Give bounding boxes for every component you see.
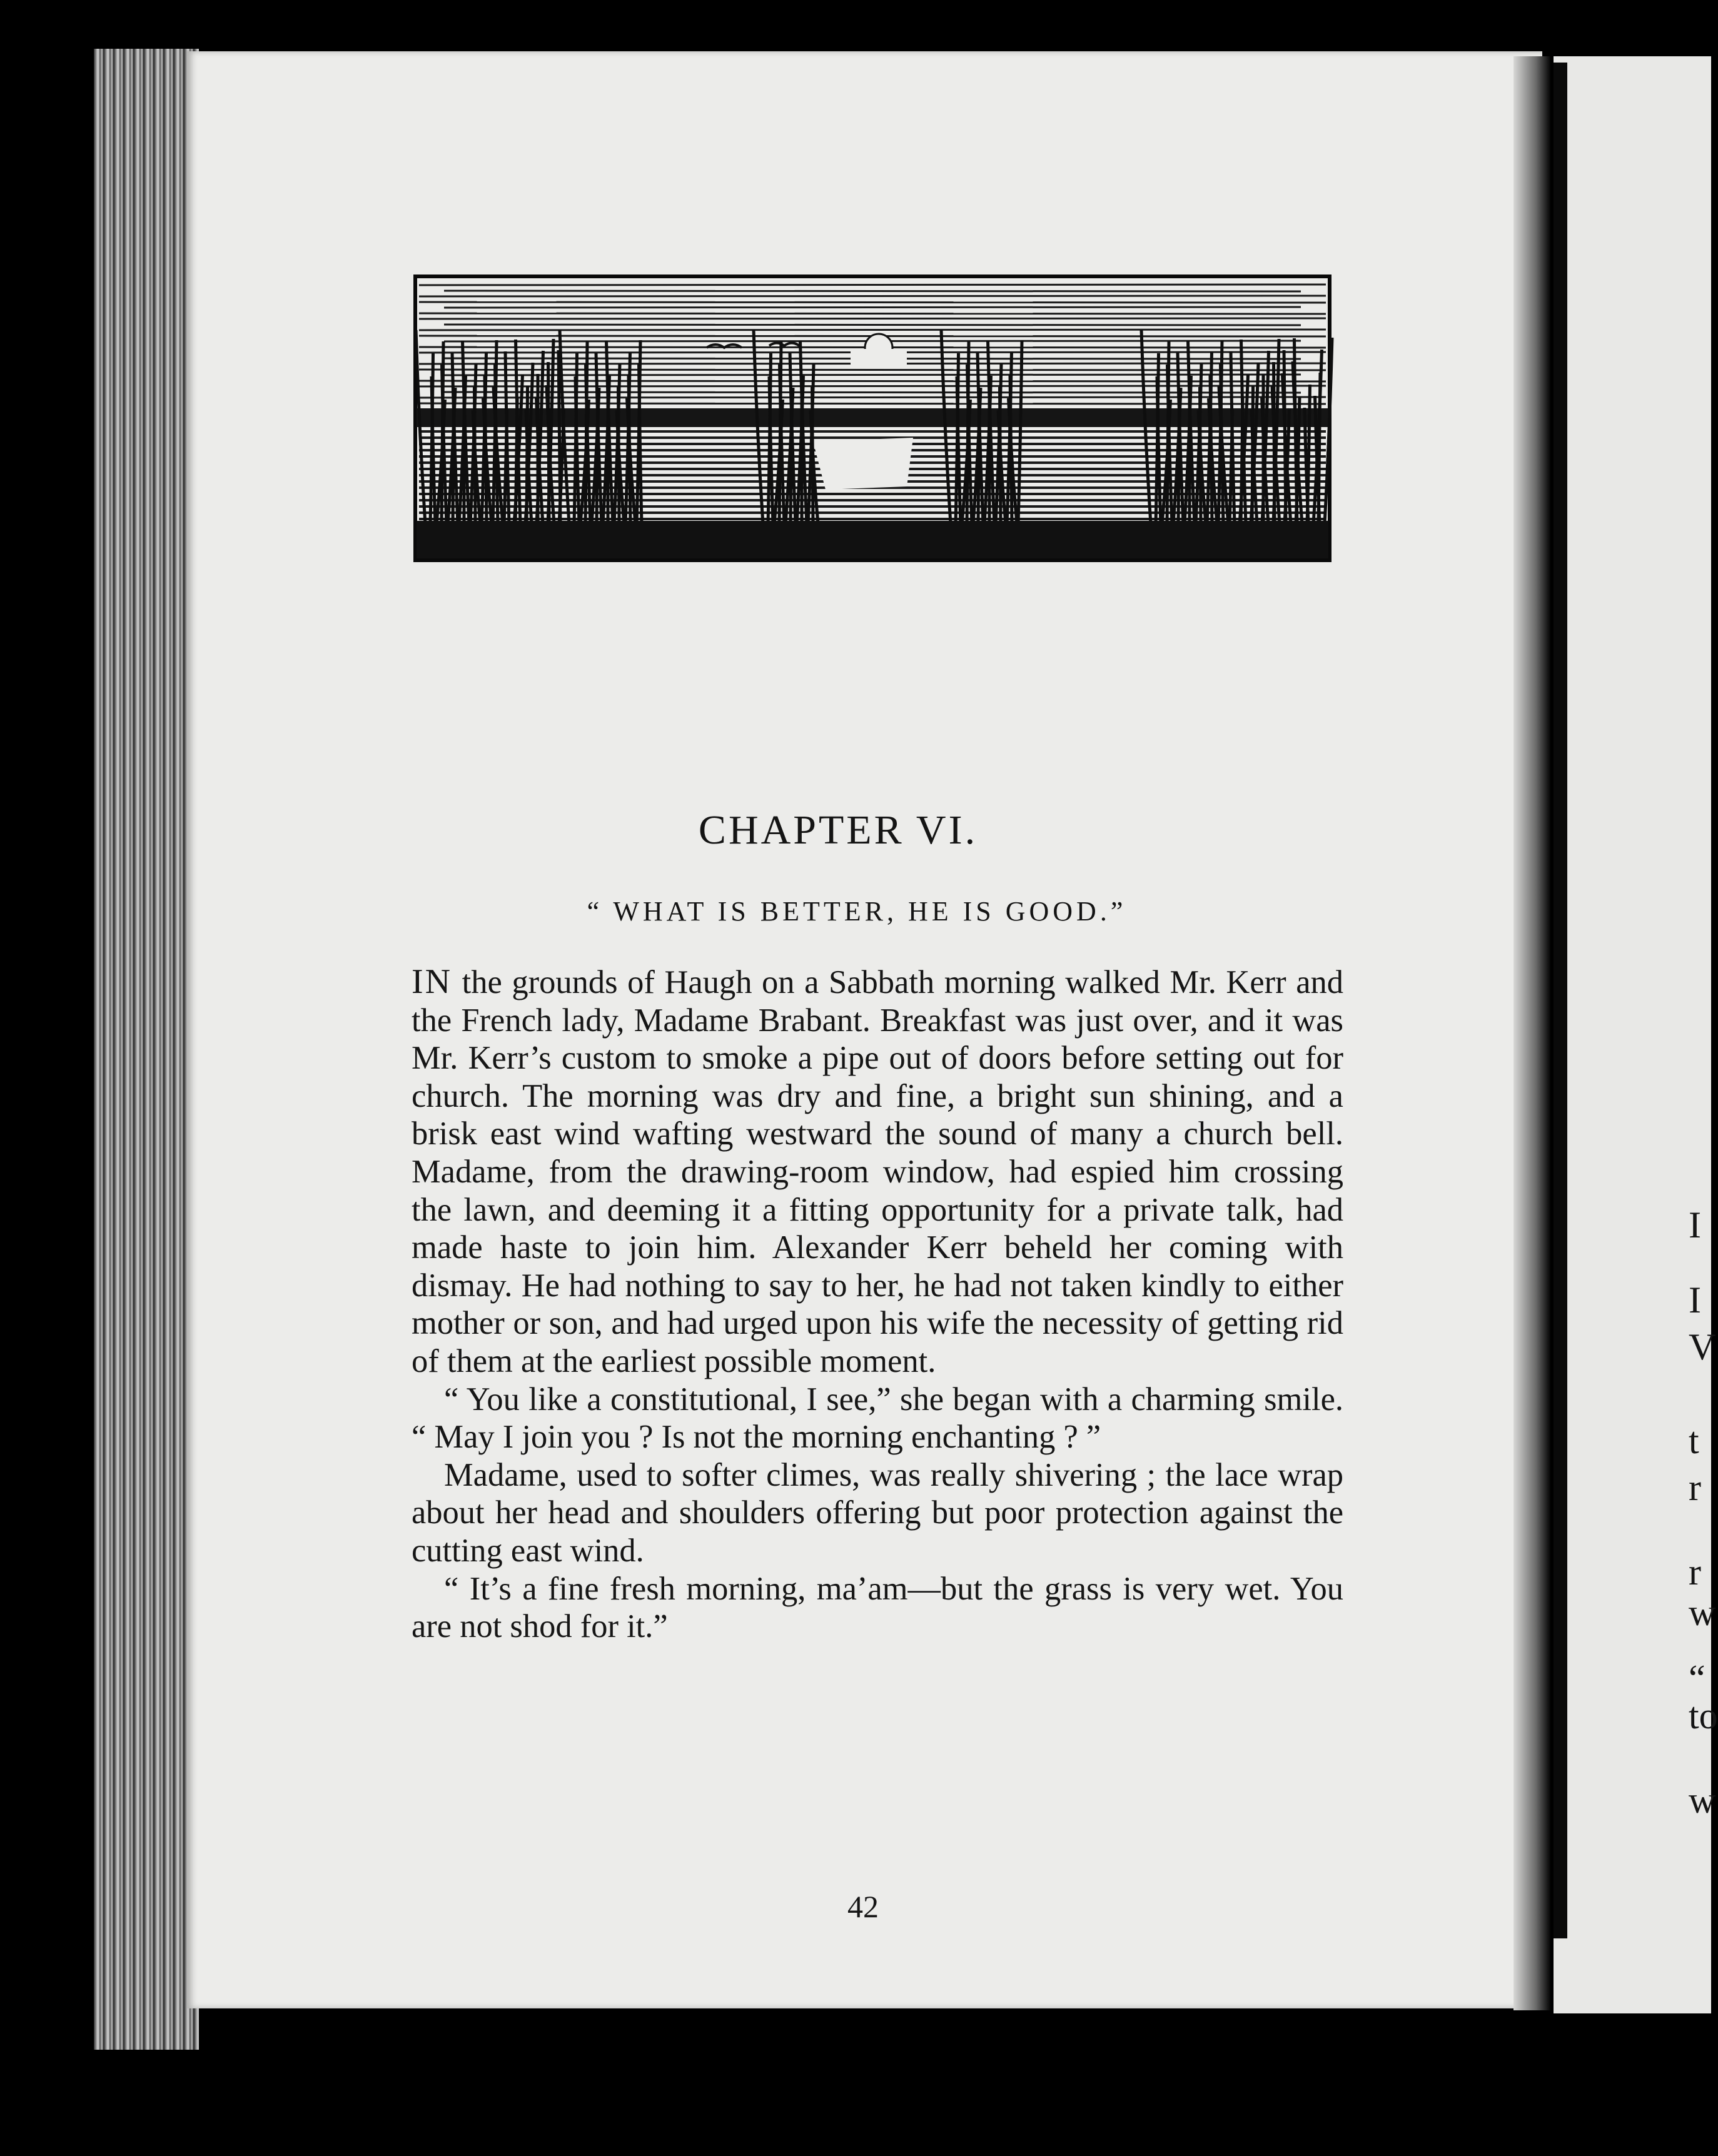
facing-page-fragment: I (1689, 1204, 1701, 1246)
facing-page-fragment: to (1689, 1695, 1718, 1736)
page-number: 42 (847, 1889, 879, 1924)
page-edges (94, 49, 199, 2050)
chapter-body (412, 963, 1343, 1646)
facing-page-fragment: r (1689, 1467, 1701, 1508)
page-gutter (1513, 56, 1551, 2010)
chapter-subtitle: “ WHAT IS BETTER, HE IS GOOD.” (587, 896, 1127, 927)
facing-page-fragment: r (1689, 1551, 1701, 1593)
paragraph (412, 963, 1343, 1381)
facing-page-fragment: V (1689, 1326, 1716, 1368)
facing-page-fragment: t (1689, 1420, 1699, 1461)
initial-letters: IN (412, 962, 453, 1001)
paragraph-text: the grounds of Haugh on a Sabbath morning walked Mr. Kerr and the French lady, Madame Brabant. Breakfast was just over, and it was Mr. Kerr’s custom to smoke a pipe out of doors before setting out for church. The morning was dry and fine, a bright sun shining, and a brisk east wind wafting westward the sound of many a church bell. Madame, from the drawing-room window, had espied him crossing the lawn, and deeming it a fitting opportunity for a private talk, had made haste to join him. Alexander Kerr beheld her coming with dismay. He had nothing to say to her, he had not taken kindly to either mother or son, and had urged upon his wife the necessity of getting rid of them at the earliest possible moment. (412, 964, 1343, 1379)
marsh-sunset-engraving-icon (413, 274, 1332, 563)
facing-page-fragment: “ (1689, 1658, 1705, 1699)
paragraph: Madame, used to softer climes, was really shivering ; the lace wrap about her head and shoulders offering but poor protection against the cutting east wind. (412, 1456, 1343, 1569)
facing-page-fragment: w (1689, 1780, 1716, 1821)
chapter-title: CHAPTER VI. (698, 807, 978, 853)
paragraph: “ You like a constitutional, I see,” she began with a charming smile. “ May I join you ? Is not the morning enchanting ? ” (412, 1381, 1343, 1456)
facing-page-fragment: w (1689, 1592, 1716, 1633)
facing-page-spine (1554, 63, 1567, 1938)
facing-page-fragment: I (1689, 1279, 1701, 1321)
facing-page (1554, 56, 1711, 2013)
paragraph: “ It’s a fine fresh morning, ma’am—but the grass is very wet. You are not shod for it.” (412, 1570, 1343, 1645)
